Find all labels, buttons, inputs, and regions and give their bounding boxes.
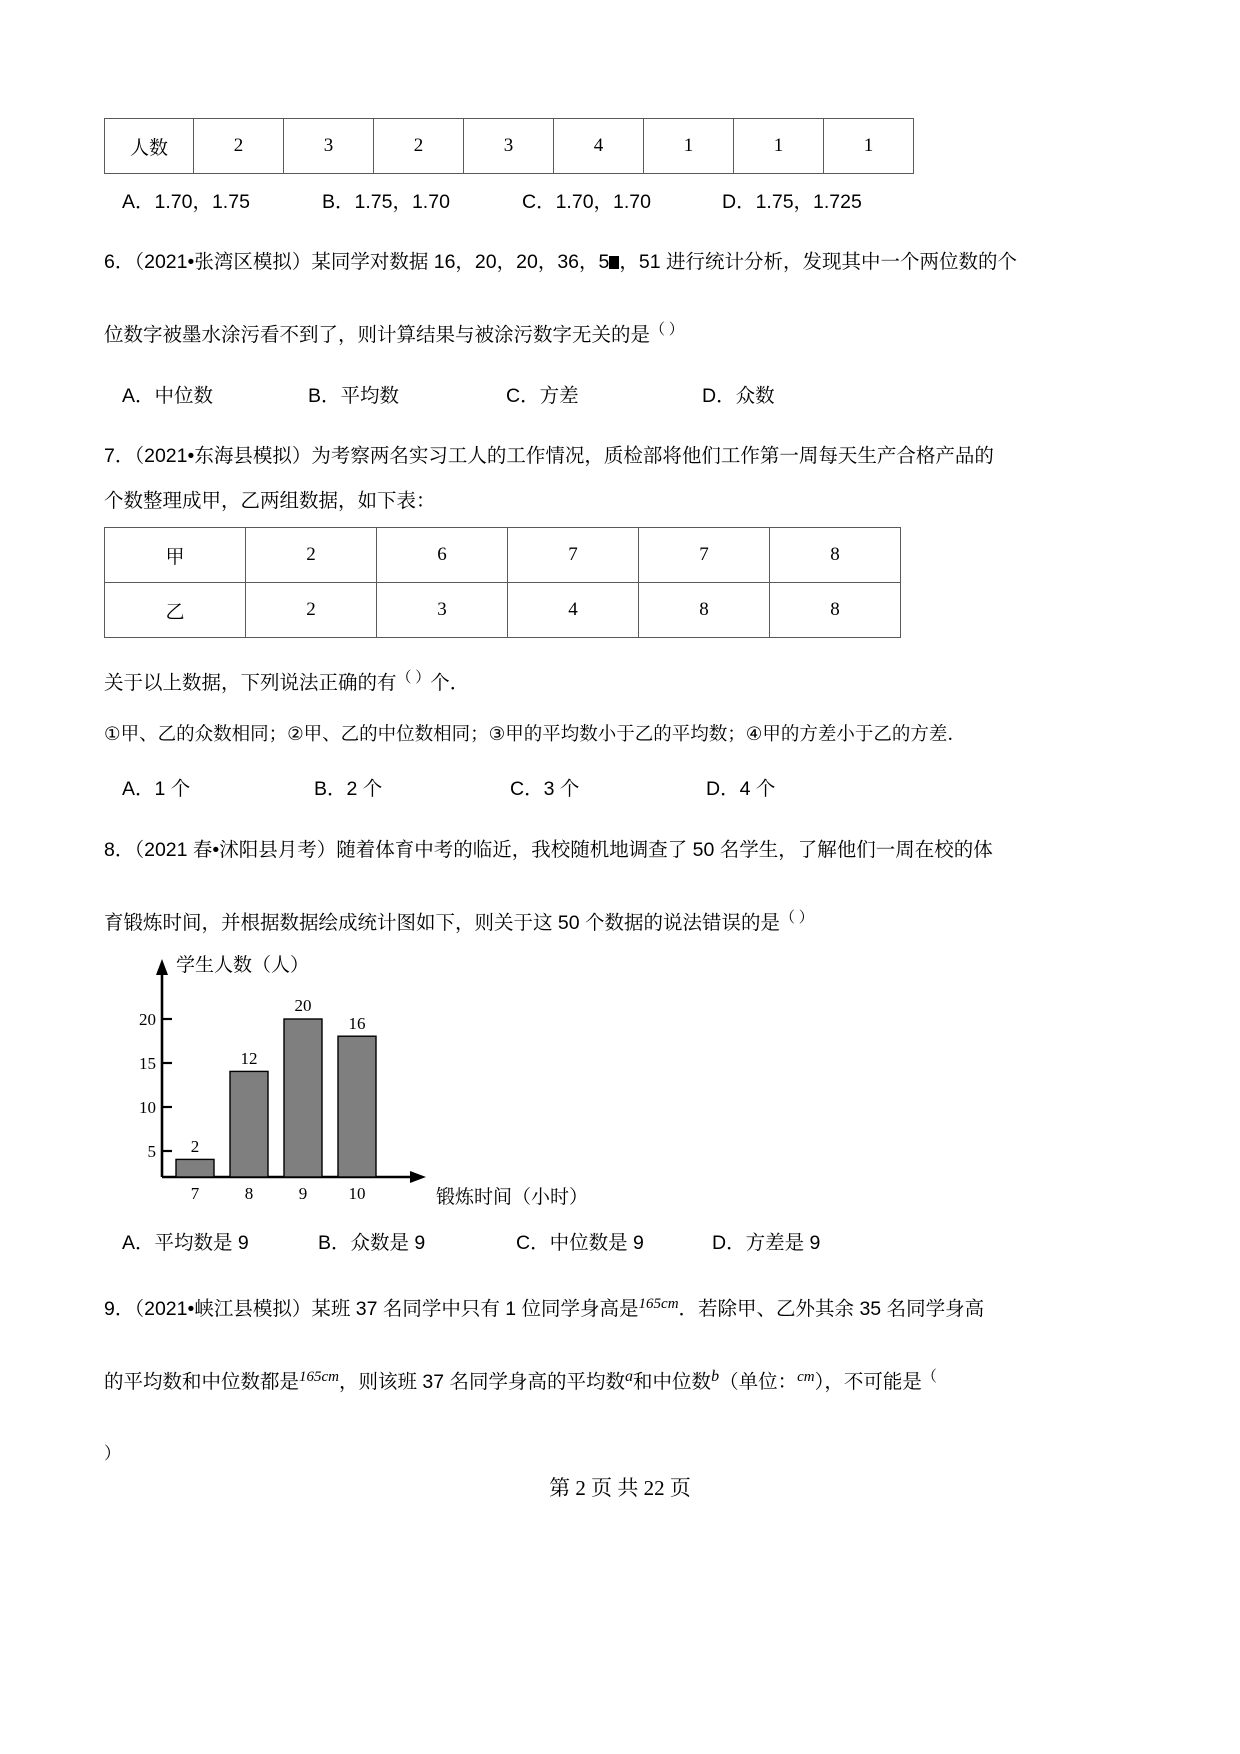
question9-seg3: 的平均数和中位数都是 xyxy=(104,1371,300,1393)
question8-line2-text: 育锻炼时间，并根据数据绘成统计图如下，则关于这 50 个数据的说法错误的是 xyxy=(104,912,781,934)
question7-answer-blank[interactable]: （ ） xyxy=(396,670,431,686)
question6-number: 6． xyxy=(104,251,135,273)
y-axis-arrow-icon xyxy=(156,959,168,975)
jiayi-table-cell: 4 xyxy=(508,583,639,638)
bar xyxy=(338,1036,376,1177)
question7-number: 7． xyxy=(104,445,135,467)
jiayi-table-cell: 6 xyxy=(377,528,508,583)
jiayi-table-cell: 8 xyxy=(639,583,770,638)
question9-seg1: 某班 37 名同学中只有 1 位同学身高是 xyxy=(311,1298,639,1320)
question9-source: （2021•峡江县模拟） xyxy=(134,1298,312,1320)
question9-number: 9． xyxy=(104,1298,135,1320)
counts-table-cell: 2 xyxy=(194,119,284,174)
question9-line2 xyxy=(104,1366,1150,1394)
table-row xyxy=(105,583,901,638)
bar xyxy=(176,1159,214,1177)
question9-unit-sup: cm xyxy=(797,1369,815,1385)
question6-source: （2021•张湾区模拟） xyxy=(134,251,312,273)
y-tick-marks xyxy=(162,1019,172,1151)
question6-line2-text: 位数字被墨水涂污看不到了，则计算结果与被涂污数字无关的是 xyxy=(104,324,651,346)
y-tick-label: 20 xyxy=(139,1010,156,1029)
counts-table-cell: 3 xyxy=(284,119,374,174)
counts-table-cell: 2 xyxy=(374,119,464,174)
jiayi-table-cell: 2 xyxy=(246,528,377,583)
question8-number: 8． xyxy=(104,839,135,861)
counts-table-cell: 1 xyxy=(644,119,734,174)
question7-line2: 个数整理成甲，乙两组数据，如下表： xyxy=(104,490,436,512)
question7-line1 xyxy=(104,440,1150,468)
jiayi-table-cell: 8 xyxy=(770,583,901,638)
option-c[interactable]: C．1.70，1.70 xyxy=(522,191,651,213)
question9-variable-a: a xyxy=(625,1368,634,1385)
question6-line2 xyxy=(104,319,1150,347)
x-axis-arrow-icon xyxy=(410,1171,426,1183)
exercise-time-bar-chart xyxy=(114,953,634,1213)
question9-seg4: ，则该班 37 名同学身高的平均数 xyxy=(339,1371,626,1393)
question9-variable-b: b xyxy=(711,1368,720,1385)
chart-y-axis-title: 学生人数（人） xyxy=(176,955,310,976)
bar-value-label: 20 xyxy=(294,996,312,1015)
question9-line1 xyxy=(104,1293,1150,1321)
jiayi-table-cell: 3 xyxy=(377,583,508,638)
question7-statements: ①甲、乙的众数相同；②甲、乙的中位数相同；③甲的平均数小于乙的平均数；④甲的方差小于乙的方差． xyxy=(104,723,966,744)
question7-line3-post: 个． xyxy=(430,672,470,694)
jiayi-row-label: 乙 xyxy=(105,583,246,638)
option-b[interactable]: B．平均数 xyxy=(308,385,400,407)
question7-line3-pre: 关于以上数据，下列说法正确的有 xyxy=(104,672,397,694)
option-a[interactable]: A．中位数 xyxy=(122,385,214,407)
counts-table-cell: 1 xyxy=(824,119,914,174)
y-tick-label: 10 xyxy=(139,1098,156,1117)
option-c[interactable]: C．中位数是 9 xyxy=(516,1232,644,1254)
y-tick-label: 5 xyxy=(147,1142,156,1161)
question8-answer-blank[interactable]: （ ） xyxy=(780,910,814,926)
question9-height-sup-2: 165cm xyxy=(299,1369,340,1385)
x-tick-label: 10 xyxy=(348,1184,366,1203)
bar xyxy=(284,1019,322,1177)
question8-source: （2021 春•沭阳县月考） xyxy=(134,839,337,861)
y-tick-labels xyxy=(139,1010,156,1161)
counts-table-cell: 3 xyxy=(464,119,554,174)
question8-text: 随着体育中考的临近，我校随机地调查了 50 名学生，了解他们一周在校的体 xyxy=(336,839,993,861)
option-b[interactable]: B．2 个 xyxy=(314,778,383,800)
question9-seg6: （单位： xyxy=(719,1371,798,1393)
option-b[interactable]: B．众数是 9 xyxy=(318,1232,426,1254)
jiayi-table xyxy=(104,527,901,638)
jiayi-table-cell: 2 xyxy=(246,583,377,638)
counts-table-cell: 4 xyxy=(554,119,644,174)
question7-line3 xyxy=(104,667,1150,695)
y-tick-label: 15 xyxy=(139,1054,156,1073)
question6-options xyxy=(104,380,1150,408)
x-tick-label: 8 xyxy=(244,1184,254,1203)
option-d[interactable]: D．方差是 9 xyxy=(712,1232,821,1254)
bar-value-label: 12 xyxy=(240,1049,258,1068)
option-c[interactable]: C．3 个 xyxy=(510,778,580,800)
question7-options xyxy=(104,773,1150,801)
option-a[interactable]: A．平均数是 9 xyxy=(122,1232,249,1254)
x-tick-labels xyxy=(191,1184,366,1203)
jiayi-table-cell: 8 xyxy=(770,528,901,583)
x-tick-label: 7 xyxy=(190,1184,200,1203)
ink-blot-icon xyxy=(609,256,619,269)
chart-x-axis-title: 锻炼时间（小时） xyxy=(436,1187,589,1208)
jiayi-table-cell: 7 xyxy=(639,528,770,583)
bar-series xyxy=(176,1019,376,1177)
option-c[interactable]: C．方差 xyxy=(506,385,579,407)
option-a[interactable]: A．1 个 xyxy=(122,778,191,800)
page-footer: 第 2 页 共 22 页 xyxy=(549,1476,691,1500)
question5-options xyxy=(104,186,1150,214)
question8-line1 xyxy=(104,834,1150,862)
option-b[interactable]: B．1.75，1.70 xyxy=(322,191,450,213)
question8-options xyxy=(104,1227,1150,1255)
question6-line1 xyxy=(104,246,1150,274)
bar-chart-svg xyxy=(114,953,634,1213)
question8-line2 xyxy=(104,907,1150,935)
option-a[interactable]: A．1.70，1.75 xyxy=(122,191,250,213)
question7-text: 为考察两名实习工人的工作情况，质检部将他们工作第一周每天生产合格产品的 xyxy=(311,445,994,467)
table-row xyxy=(105,119,914,174)
question6-answer-blank[interactable]: （ ） xyxy=(650,322,684,338)
option-d[interactable]: D．1.75，1.725 xyxy=(722,191,862,213)
page-content xyxy=(104,118,1150,1464)
bar xyxy=(230,1071,268,1177)
question6-text-part2: ，51 进行统计分析，发现其中一个两位数的个 xyxy=(619,251,1017,273)
counts-table-cell: 1 xyxy=(734,119,824,174)
question9-answer-blank-close[interactable]: ） xyxy=(104,1444,121,1463)
jiayi-table-cell: 7 xyxy=(508,528,639,583)
question9-seg5: 和中位数 xyxy=(633,1371,712,1393)
question7-source: （2021•东海县模拟） xyxy=(134,445,312,467)
question9-seg7: ），不可能是 xyxy=(814,1371,922,1393)
table-row xyxy=(105,528,901,583)
question9-seg2: ．若除甲、乙外其余 35 名同学身高 xyxy=(678,1298,985,1320)
jiayi-row-label: 甲 xyxy=(105,528,246,583)
counts-table-label: 人数 xyxy=(105,119,194,174)
question9-answer-blank-open[interactable]: （ xyxy=(921,1369,937,1385)
bar-value-label: 2 xyxy=(190,1137,200,1156)
option-d[interactable]: D．4 个 xyxy=(706,778,776,800)
x-tick-label: 9 xyxy=(298,1184,308,1203)
question9-height-sup-1: 165cm xyxy=(638,1296,679,1312)
counts-table xyxy=(104,118,914,174)
question6-text-part1: 某同学对数据 16，20，20，36，5 xyxy=(311,251,610,273)
bar-value-label: 16 xyxy=(348,1014,366,1033)
option-d[interactable]: D．众数 xyxy=(702,385,775,407)
